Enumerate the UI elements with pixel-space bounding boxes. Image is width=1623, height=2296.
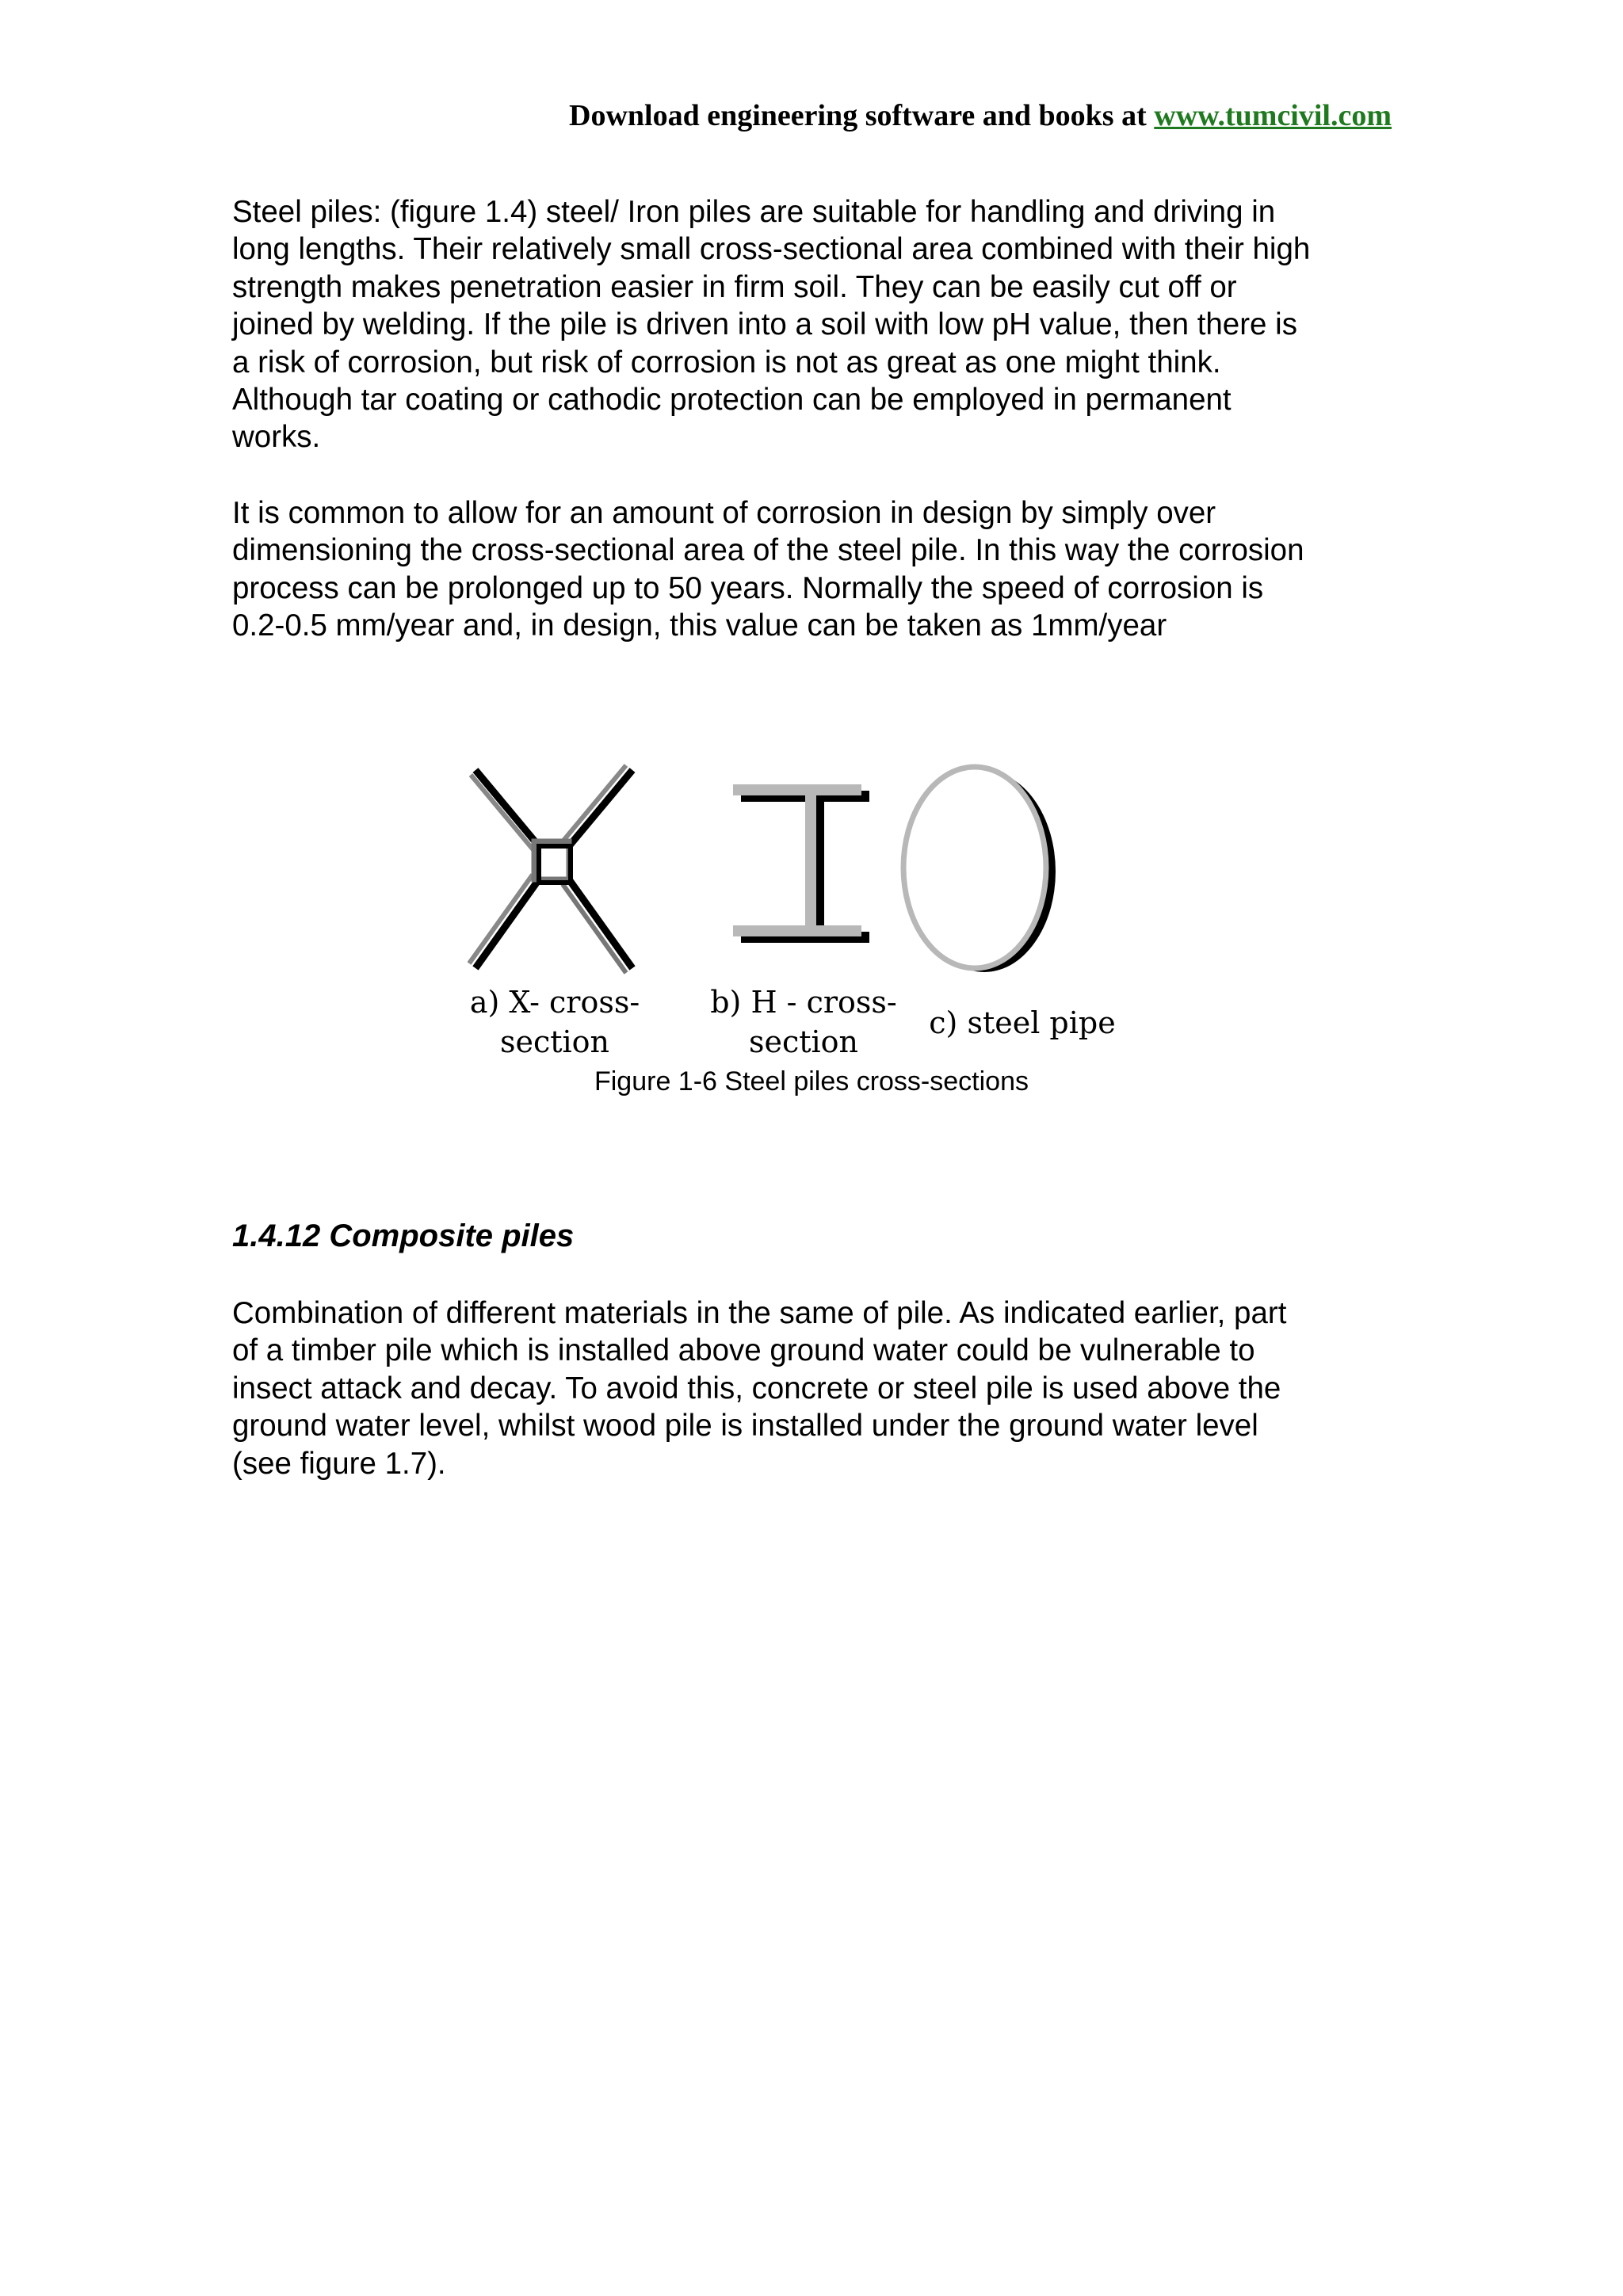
- text-line: a risk of corrosion, but risk of corrosion is not as great as one might think.: [232, 345, 1221, 379]
- text-line: works.: [232, 420, 321, 455]
- h-cross-section-drawing: [733, 784, 869, 943]
- label-line: section: [499, 1024, 610, 1059]
- page-header: [569, 98, 1392, 133]
- text-line: long lengths. Their relatively small cross-sectional area combined with their high: [232, 232, 1311, 267]
- paragraph-steel-piles: [232, 193, 1405, 456]
- label-line: b) H - cross-: [710, 985, 897, 1020]
- header-link[interactable]: www.tumcivil.com: [1154, 99, 1392, 132]
- figure-caption: Figure 1-6 Steel piles cross-sections: [594, 1066, 1029, 1097]
- label-line: a) X- cross-: [469, 985, 640, 1020]
- text-line: (see figure 1.7).: [232, 1446, 446, 1481]
- label-x-cross-section: [436, 982, 674, 1062]
- text-line: ground water level, whilst wood pile is installed under the ground water level: [232, 1409, 1258, 1444]
- steel-piles-figure: [460, 753, 1173, 1101]
- label-steel-pipe: c) steel pipe: [929, 1005, 1116, 1040]
- paragraph-corrosion: [232, 494, 1405, 645]
- label-h-cross-section: [685, 982, 922, 1062]
- section-heading: 1.4.12 Composite piles: [232, 1219, 575, 1253]
- text-line: Although tar coating or cathodic protection can be employed in permanent: [232, 383, 1232, 418]
- text-line: It is common to allow for an amount of corrosion in design by simply over: [232, 496, 1216, 530]
- text-line: of a timber pile which is installed above ground water could be vulnerable to: [232, 1333, 1255, 1368]
- paragraph-composite-piles: [232, 1295, 1405, 1482]
- header-text: Download engineering software and books at: [569, 99, 1147, 132]
- text-line: insect attack and decay. To avoid this, concrete or steel pile is used above the: [232, 1371, 1281, 1405]
- text-line: strength makes penetration easier in firm soil. They can be easily cut off or: [232, 269, 1237, 304]
- text-line: 0.2-0.5 mm/year and, in design, this value can be taken as 1mm/year: [232, 608, 1167, 643]
- label-line: section: [748, 1024, 859, 1059]
- text-line: process can be prolonged up to 50 years. Normally the speed of corrosion is: [232, 570, 1264, 605]
- text-line: Combination of different materials in the same of pile. As indicated earlier, part: [232, 1296, 1287, 1330]
- text-line: joined by welding. If the pile is driven into a soil with low pH value, then there is: [232, 307, 1297, 342]
- steel-pipe-drawing: [903, 767, 1056, 972]
- text-line: Steel piles: (figure 1.4) steel/ Iron piles are suitable for handling and driving in: [232, 195, 1276, 229]
- x-cross-section-drawing: [469, 765, 632, 973]
- text-line: dimensioning the cross-sectional area of the steel pile. In this way the corrosion: [232, 533, 1304, 568]
